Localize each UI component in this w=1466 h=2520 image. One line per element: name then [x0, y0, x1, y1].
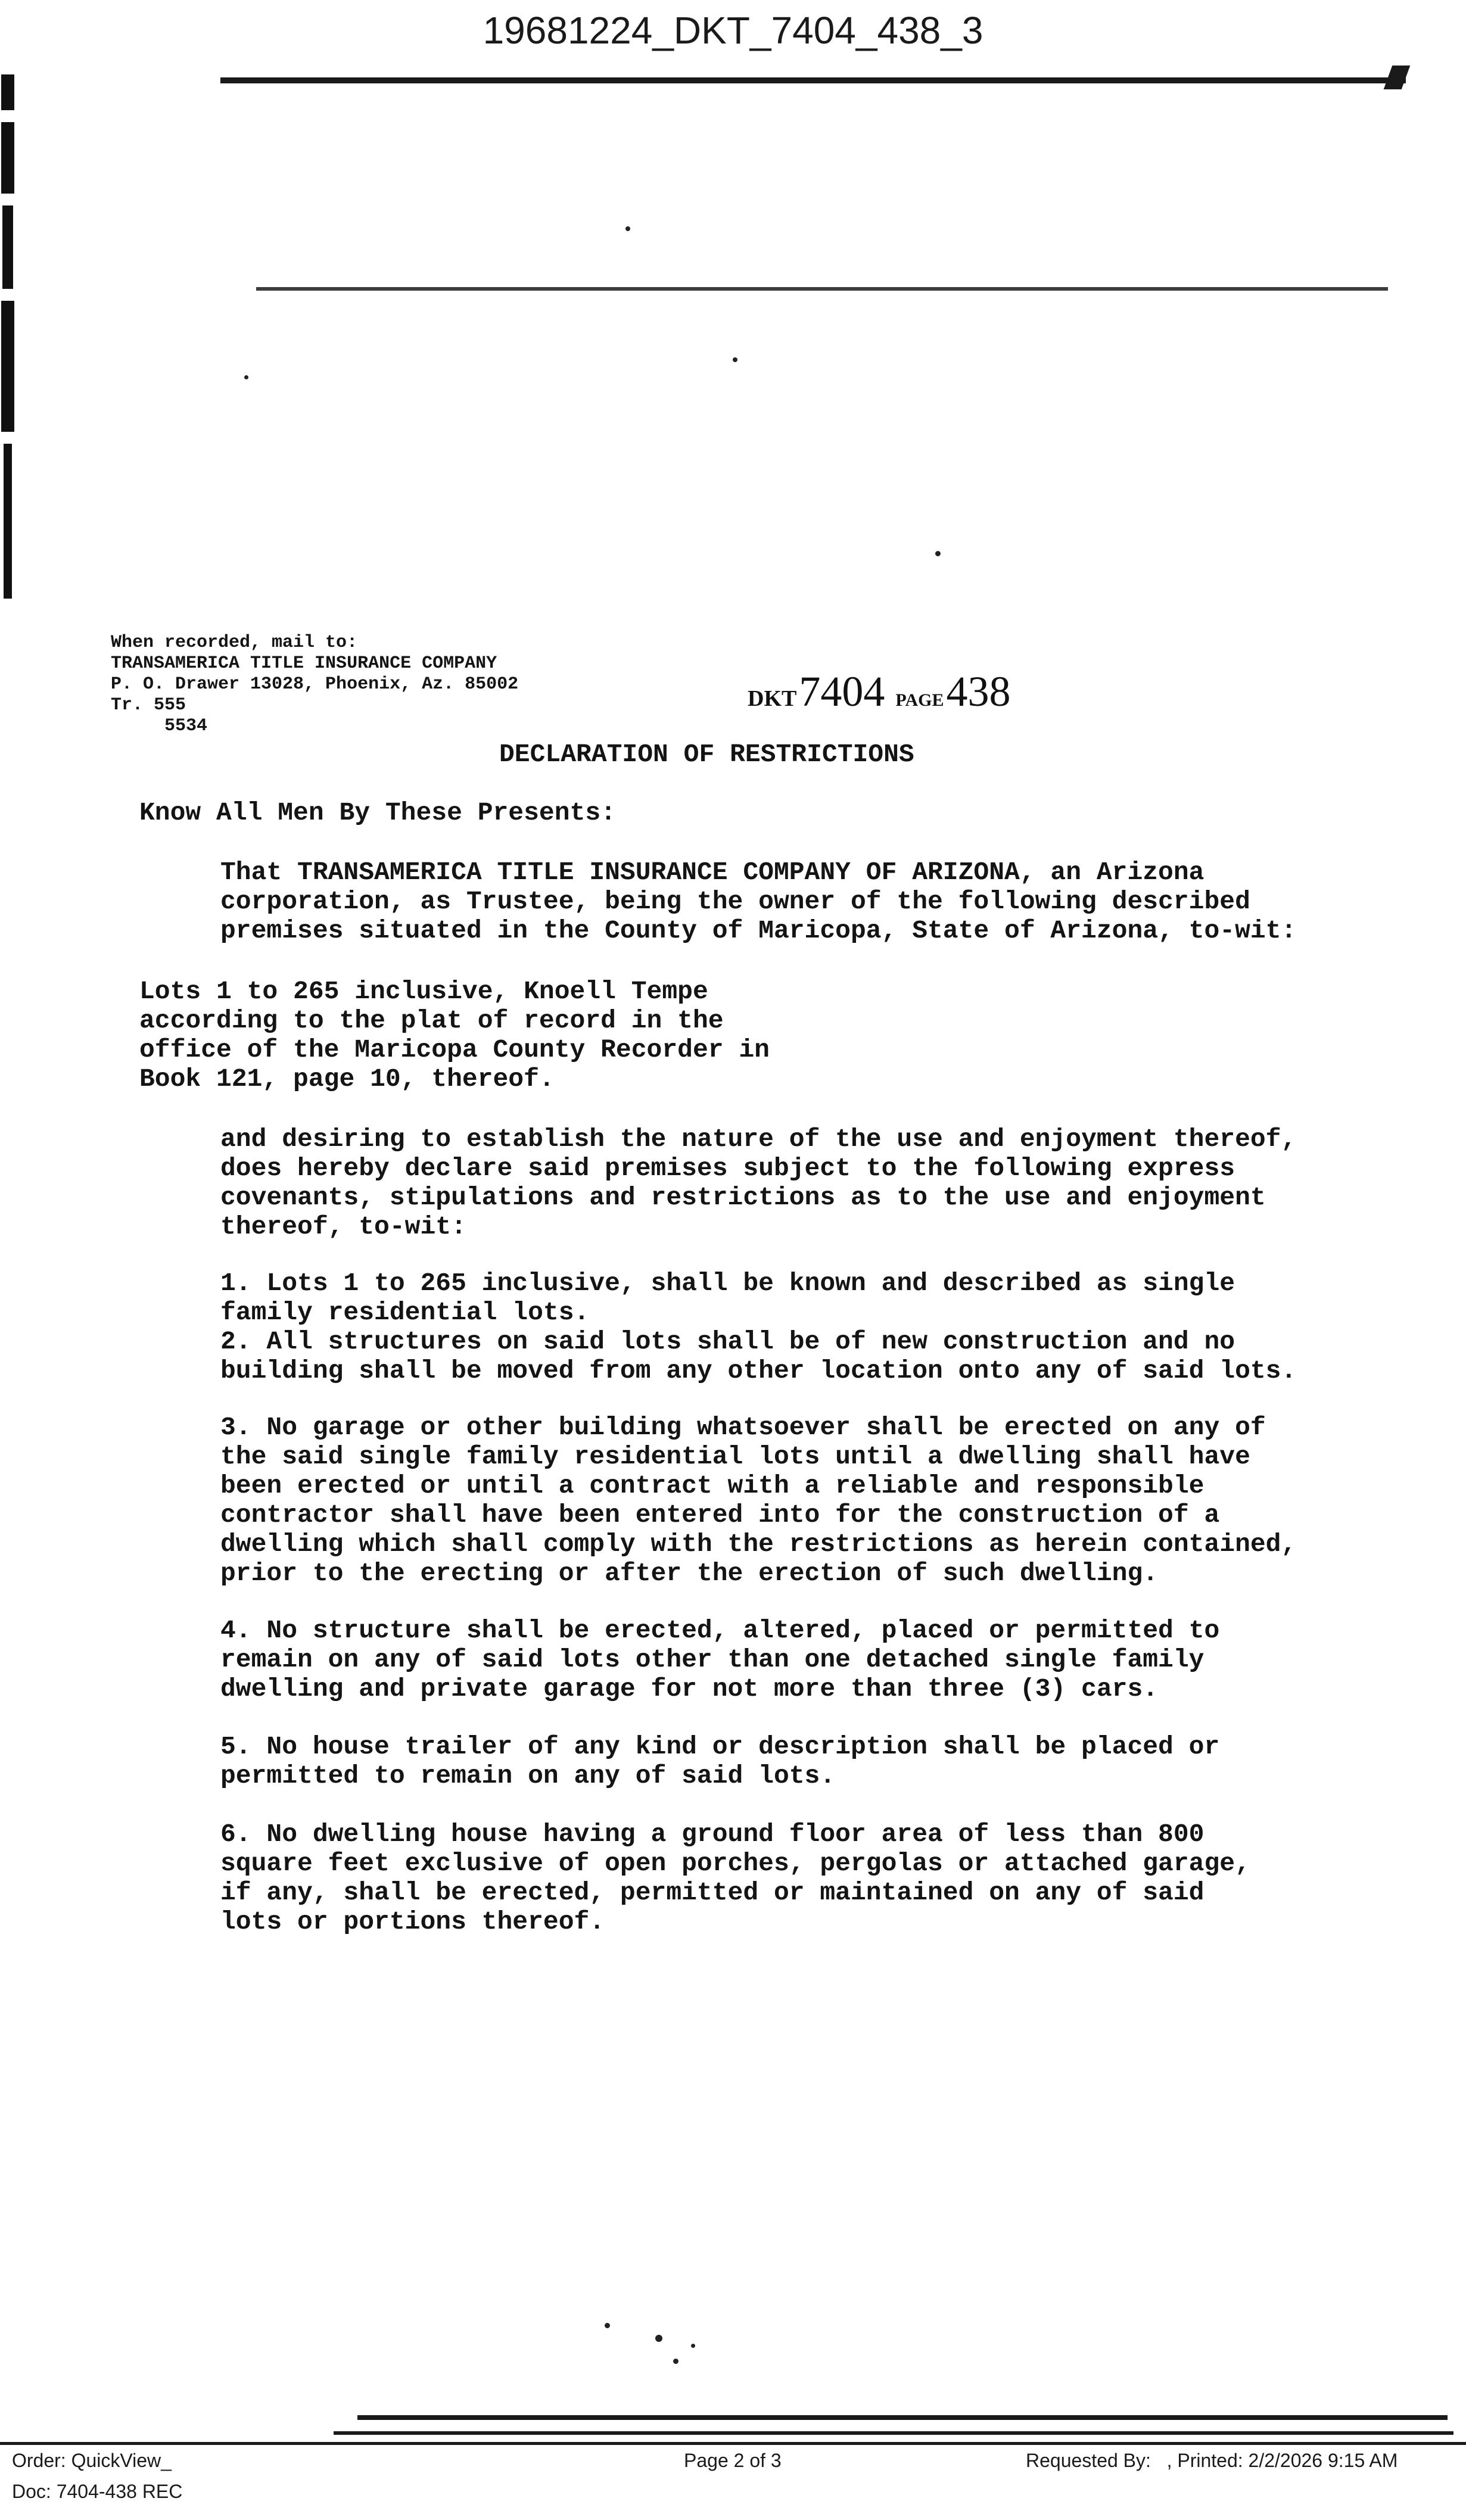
mailing-block — [111, 633, 518, 737]
dkt-number: 7404 — [799, 668, 885, 715]
restriction-line: the said single family residential lots until a dwelling shall have — [220, 1442, 1250, 1471]
mailing-line: TRANSAMERICA TITLE INSURANCE COMPANY — [111, 653, 497, 674]
mailing-line: 5534 — [164, 716, 208, 736]
intro-line: That TRANSAMERICA TITLE INSURANCE COMPANY OF ARIZONA, an Arizona — [220, 858, 1204, 887]
restriction-line: prior to the erecting or after the erection of such dwelling. — [220, 1559, 1159, 1588]
legal-line: according to the plat of record in the — [139, 1006, 724, 1035]
restriction-line: dwelling and private garage for not more than three (3) cars. — [220, 1674, 1159, 1703]
restriction-line: been erected or until a contract with a reliable and responsible — [220, 1471, 1204, 1500]
restriction-line: permitted to remain on any of said lots. — [220, 1761, 836, 1790]
page-label: PAGE — [895, 690, 944, 710]
legal-description — [139, 977, 770, 1094]
mailing-line: When recorded, mail to: — [111, 633, 358, 653]
mailing-line: Tr. 555 — [111, 695, 186, 715]
desire-paragraph — [220, 1125, 1296, 1241]
restriction-line: 6. No dwelling house having a ground floor area of less than 800 — [220, 1820, 1204, 1849]
restriction-line: 1. Lots 1 to 265 inclusive, shall be known and described as single — [220, 1269, 1235, 1298]
restriction-items-1-2 — [220, 1269, 1296, 1385]
restriction-item-5 — [220, 1732, 1219, 1790]
restriction-line: remain on any of said lots other than one detached single family — [220, 1645, 1204, 1674]
restriction-line: contractor shall have been entered into for the construction of a — [220, 1500, 1220, 1530]
restriction-line: if any, shall be erected, permitted or maintained on any of said — [220, 1878, 1204, 1907]
docket-stamp — [748, 667, 1010, 717]
footer-order: Order: QuickView_ — [12, 2450, 172, 2471]
restriction-item-4 — [220, 1616, 1219, 1703]
legal-line: Lots 1 to 265 inclusive, Knoell Tempe — [139, 977, 708, 1006]
salutation: Know All Men By These Presents: — [139, 798, 616, 827]
restriction-line: 2. All structures on said lots shall be of new construction and no — [220, 1327, 1235, 1356]
desire-line: covenants, stipulations and restrictions as to the use and enjoyment — [220, 1183, 1266, 1212]
desire-line: does hereby declare said premises subject to the following express — [220, 1154, 1235, 1183]
restriction-line: 4. No structure shall be erected, altered, placed or permitted to — [220, 1616, 1220, 1645]
page-number: 438 — [946, 668, 1011, 715]
legal-line: office of the Maricopa County Recorder in — [139, 1035, 770, 1064]
document-title: 19681224_DKT_7404_438_3 — [483, 9, 983, 52]
desire-line: and desiring to establish the nature of the use and enjoyment thereof, — [220, 1125, 1297, 1154]
restriction-line: family residential lots. — [220, 1298, 590, 1327]
restriction-item-3 — [220, 1413, 1296, 1588]
mailing-line: P. O. Drawer 13028, Phoenix, Az. 85002 — [111, 674, 519, 694]
intro-paragraph — [220, 858, 1296, 945]
document-heading: DECLARATION OF RESTRICTIONS — [499, 740, 914, 769]
restriction-line: dwelling which shall comply with the restrictions as herein contained, — [220, 1530, 1297, 1559]
restriction-item-6 — [220, 1820, 1250, 1936]
footer-page: Page 2 of 3 — [684, 2450, 782, 2471]
intro-line: corporation, as Trustee, being the owner of the following described — [220, 887, 1250, 916]
restriction-line: square feet exclusive of open porches, pergolas or attached garage, — [220, 1849, 1250, 1878]
restriction-line: lots or portions thereof. — [220, 1907, 605, 1936]
restriction-line: building shall be moved from any other location onto any of said lots. — [220, 1356, 1297, 1385]
desire-line: thereof, to-wit: — [220, 1212, 466, 1241]
restriction-line: 3. No garage or other building whatsoever shall be erected on any of — [220, 1413, 1266, 1442]
scan-edge-marks — [0, 74, 15, 599]
footer-requested: Requested By: , Printed: 2/2/2026 9:15 AM — [1026, 2450, 1398, 2471]
dkt-label: DKT — [748, 686, 797, 711]
legal-line: Book 121, page 10, thereof. — [139, 1064, 555, 1094]
restriction-line: 5. No house trailer of any kind or description shall be placed or — [220, 1732, 1220, 1761]
footer-doc: Doc: 7404-438 REC — [12, 2481, 183, 2502]
intro-line: premises situated in the County of Maricopa, State of Arizona, to-wit: — [220, 916, 1297, 945]
